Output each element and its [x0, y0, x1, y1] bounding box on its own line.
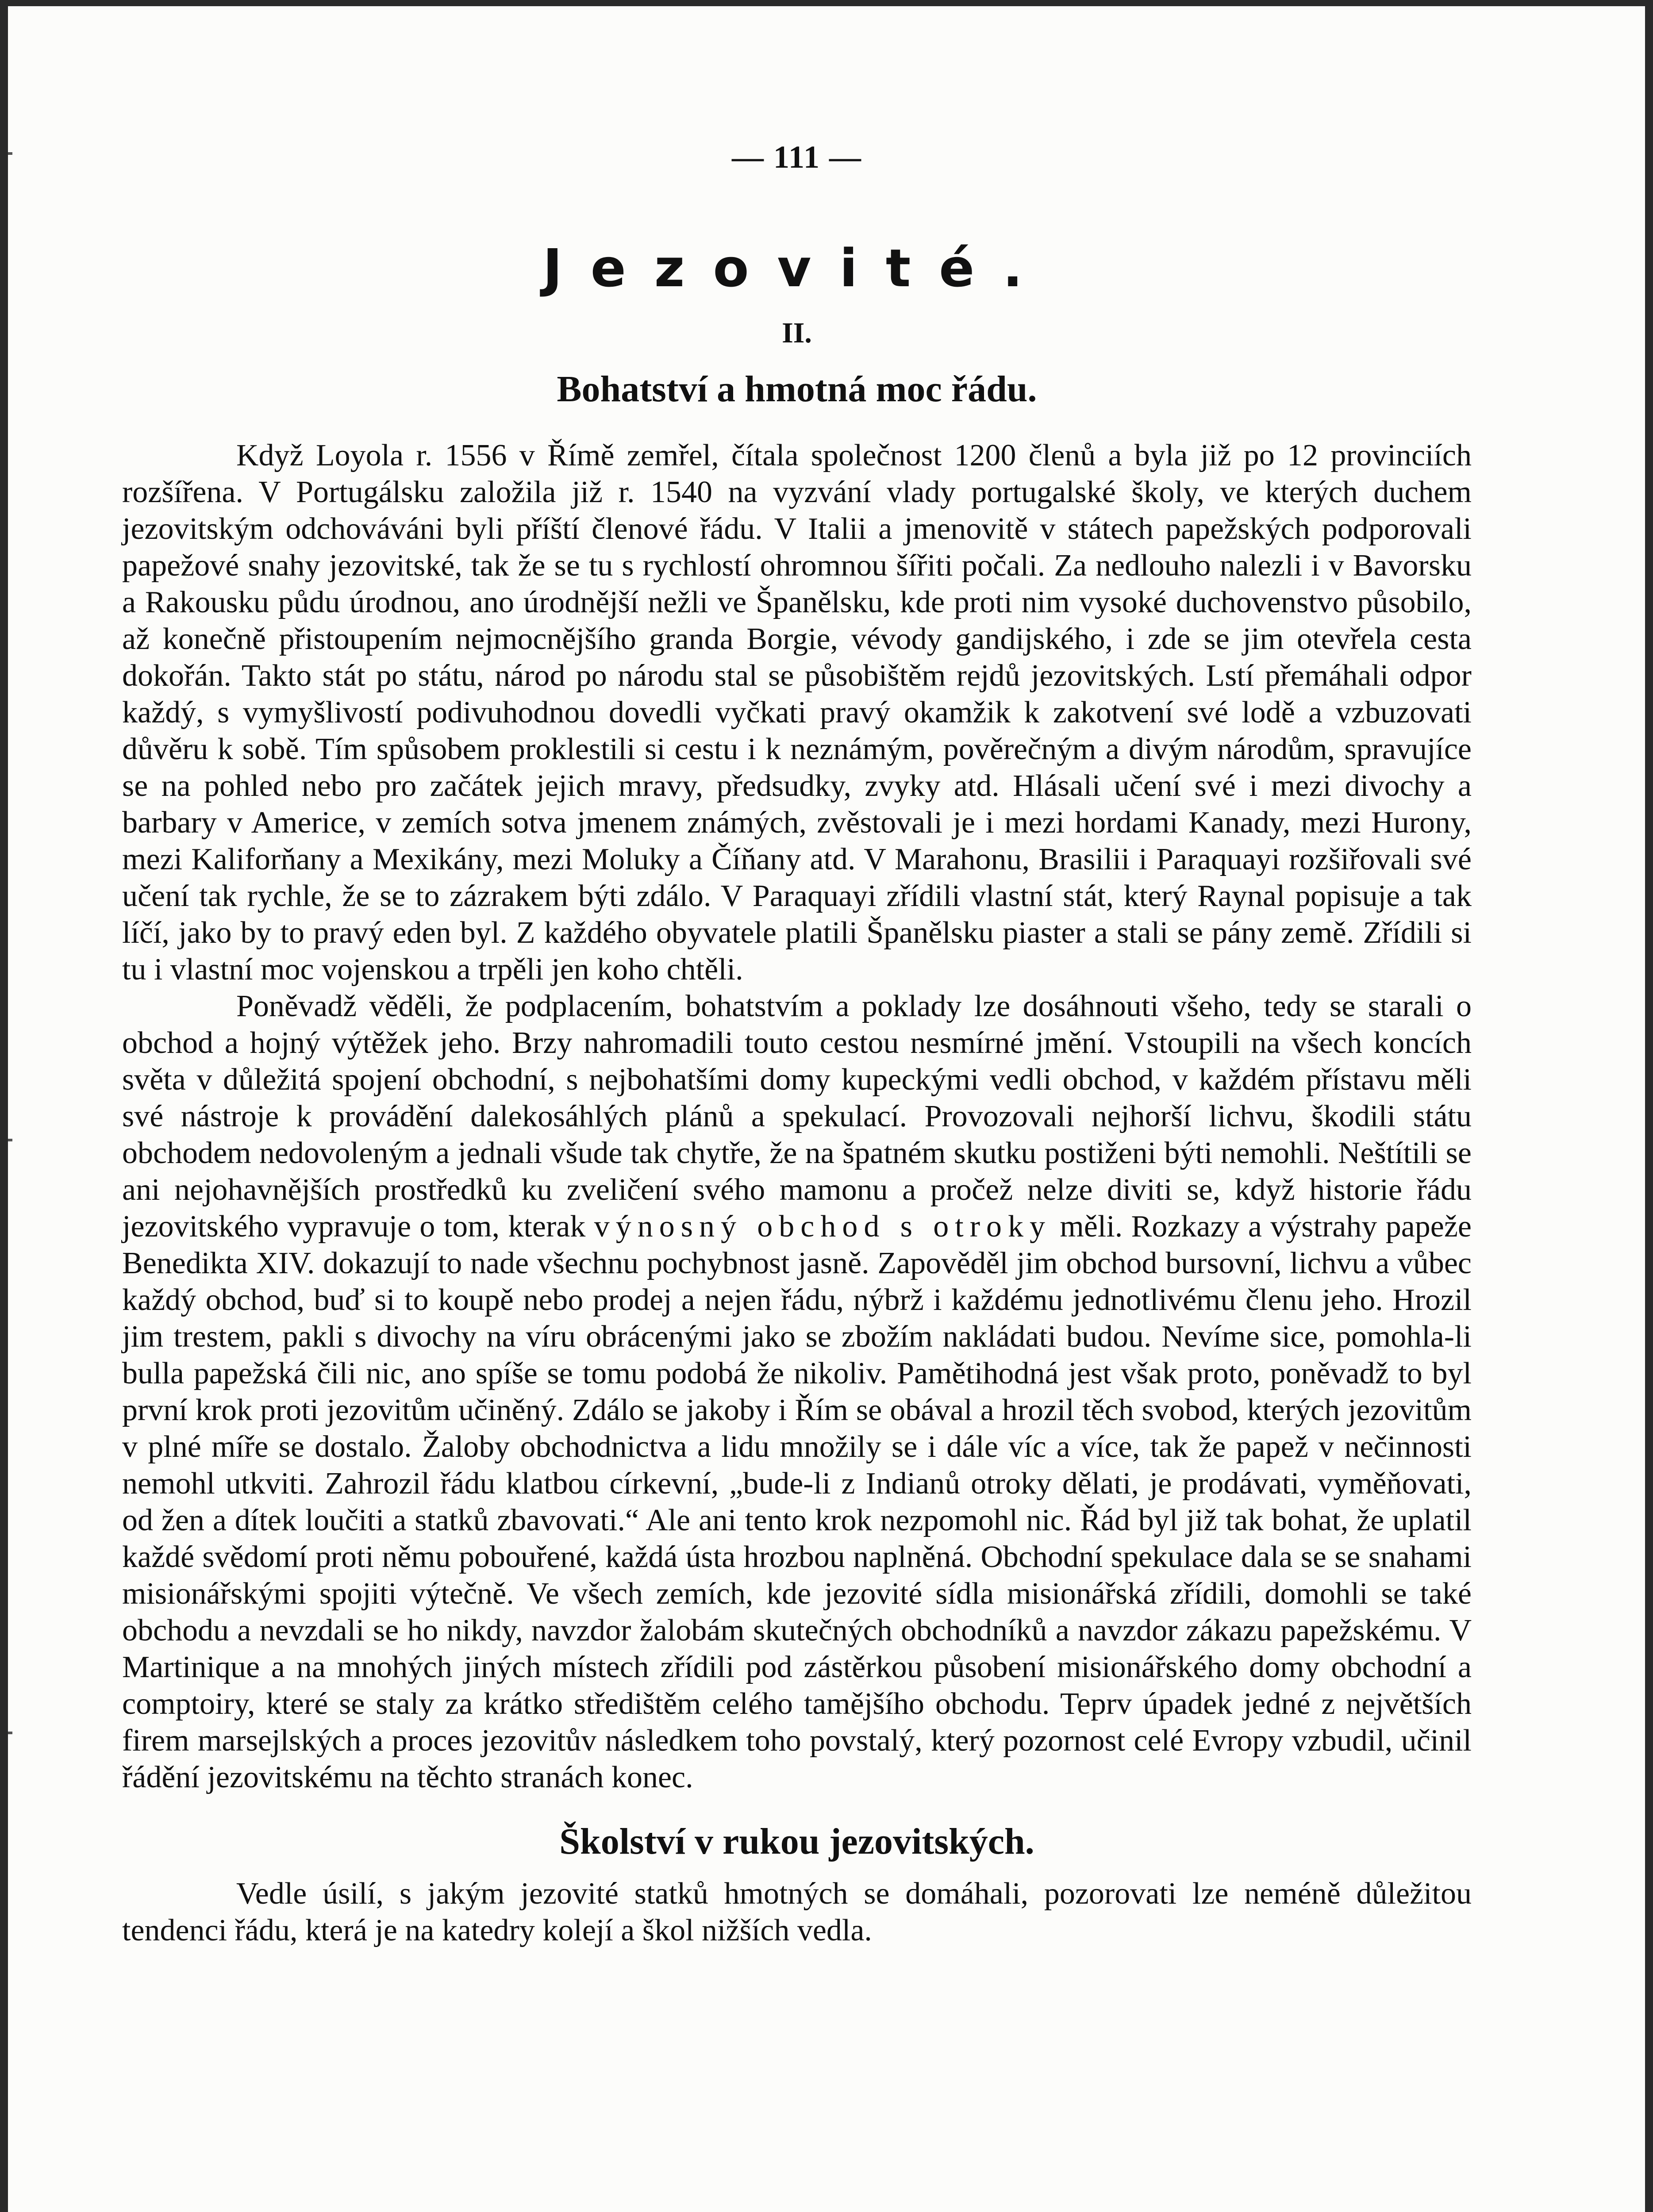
- paragraph-2-text-b: měli. Rozkazy a výstrahy papeže Benedikta XIV. dokazují to nade všechnu pochybnost jasně. Zapověděl jim obchod bursovní, lichvu a vůbec každý obchod, buď si to koupě nebo prodej a nejen řádu, nýbrž i každému jednotlivému členu jeho. Hrozil jim trestem, pakli s divochy na víru obrácenými jako se zbožím nakládati budou. Nevíme sice, pomohla-li bulla papežská čili nic, ano spíše se tomu podobá že nikoliv. Pamětihodná jest však proto, poněvadž to byl první krok proti jezovitům učiněný. Zdálo se jakoby i Řím se obával a hrozil těch svobod, kterých jezovitům v plné míře se dostalo. Žaloby obchodnictva a lidu množily se i dále víc a více, tak že papež v nečinnosti nemohl utkviti. Zahrozil řádu klatbou církevní, „bude-li z Indianů otroky dělati, je prodávati, vyměňovati, od žen a dítek loučiti a statků zbavovati.“ Ale ani tento krok nezpomohl nic. Řád byl již tak bohat, že uplatil každé svědomí proti němu pobouřené, každá ústa hrozbou naplněná. Obchodní spekulace dala se se snahami misionářskými spojiti výtečně. Ve všech zemích, kde jezovité sídla misionářská zřídili, domohli se také obchodu a nevzdali se ho nikdy, navzdor žalobám skutečných obchodníků a navzdor zákazu papežskému. V Martinique a na mnohých jiných místech zřídili pod zástěrkou působení misionářského domy obchodní a comptoiry, které se staly za krátko středištěm celého tamějšího obchodu. Teprv úpadek jedné z největších firem marsejlských a proces jezovitův následkem toho povstalý, který pozornost celé Evropy vzbudil, učinil řádění jezovitskému na těchto stranách konec.: [122, 1210, 1472, 1794]
- scanned-page: [8, 6, 1645, 2212]
- paragraph-3: Vedle úsilí, s jakým jezovité statků hmotných se domáhali, pozorovati lze neméně důležitou tendenci řádu, která je na katedry kolejí a škol nižších vedla.: [122, 1877, 1472, 1947]
- part-number: II.: [782, 317, 812, 349]
- margin-mark: [8, 1139, 12, 1141]
- paragraph-2: [122, 988, 1472, 1796]
- page-content: [122, 139, 1472, 1949]
- paragraph-2-emphasis: výnosný obchod s otroky: [594, 1210, 1052, 1244]
- chapter-subtitle: Bohatství a hmotná moc řádu.: [557, 369, 1037, 410]
- margin-mark: [8, 152, 12, 155]
- margin-mark: [8, 1732, 12, 1734]
- section-heading: Školství v rukou jezovitských.: [559, 1821, 1034, 1862]
- paragraph-2-text-a: Poněvadž věděli, že podplacením, bohatstvím a poklady lze dosáhnouti všeho, tedy se starali o obchod a hojný výtěžek jeho. Brzy nahromadili touto cestou nesmírné jmění. Vstoupili na všech koncích světa v důležitá spojení obchodní, s nejbohatšími domy kupeckými vedli obchod, v každém přístavu měli své nástroje k provádění dalekosáhlých plánů a spekulací. Provozovali nejhorší lichvu, škodili státu obchodem nedovoleným a jednali všude tak chytře, že na špatném skutku postiženi býti nemohli. Neštítili se ani nejohavnějších prostředků ku zveličení svého mamonu a pročež nelze diviti se, když historie řádu jezovitského vypravuje o tom, kterak: [122, 989, 1472, 1244]
- chapter-title: Jezovité.: [542, 238, 1051, 299]
- page-number: — 111 —: [731, 139, 862, 175]
- paragraph-1: Když Loyola r. 1556 v Římě zemřel, čítala společnost 1200 členů a byla již po 12 provinciích rozšířena. V Portugálsku založila již r. 1540 na vyzvání vlady portugalské školy, ve kterých duchem jezovitským odchováváni byli příští členové řádu. V Italii a jmenovitě v státech papežských podporovali papežové snahy jezovitské, tak že se tu s rychlostí ohromnou šířiti počali. Za nedlouho nalezli i v Bavorsku a Rakousku půdu úrodnou, ano úrodnější nežli ve Španělsku, kde proti nim vysoké duchovenstvo působilo, až konečně přistoupením nejmocnějšího granda Borgie, vévody gandijského, i zde se jim otevřela cesta dokořán. Takto stát po státu, národ po národu stal se působištěm rejdů jezovitských. Lstí přemáhali odpor každý, s vymyšlivostí podivuhodnou dovedli vyčkati pravý okamžik k zakotvení své lodě a vzbuzovati důvěru k sobě. Tím spůsobem proklestili si cestu i k neznámým, pověrečným a divým národům, spravujíce se na pohled nebo pro začátek jejich mravy, předsudky, zvyky atd. Hlásali učení své i mezi divochy a barbary v Americe, v zemích sotva jmenem známých, zvěstovali je i mezi hordami Kanady, mezi Hurony, mezi Kaliforňany a Mexikány, mezi Moluky a Číňany atd. V Marahonu, Brasilii i Paraquayi rozšiřovali své učení tak rychle, že se to zázrakem býti zdálo. V Paraquayi zřídili vlastní stát, který Raynal popisuje a tak líčí, jako by to pravý eden byl. Z každého obyvatele platili Španělsku piaster a stali se pány země. Zřídili si tu i vlastní moc vojenskou a trpěli jen koho chtěli.: [122, 438, 1472, 987]
